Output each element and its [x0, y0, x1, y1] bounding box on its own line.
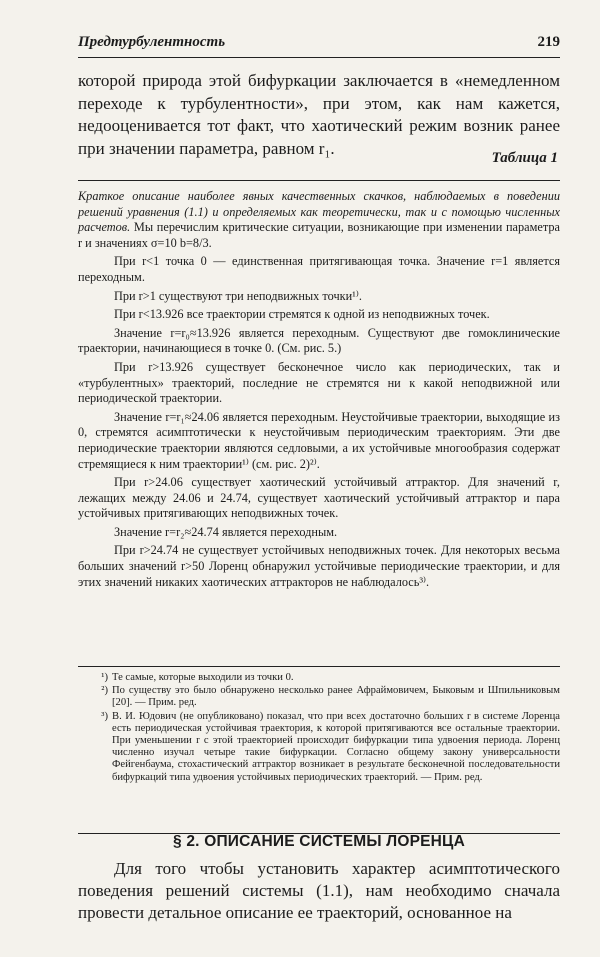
table-caption: [78, 189, 560, 251]
caption-rest: Мы перечислим критические ситуации, возникающие при изменении параметра r и значениях σ=10 b=8/3.: [78, 220, 560, 250]
table-paragraph: При r>24.06 существует хаотический устойчивый аттрактор. Для значений r, лежащих между 24.06 и 24.74, существует хаотический устойчивый аттрактор и пара устойчивых притягивающих неподвижных точек.: [78, 475, 560, 521]
footnote-marker: ³): [101, 710, 108, 722]
table-paragraph: Значение r=r₀≈13.926 является переходным. Существуют две гомоклинические траектории, начинающиеся в точке 0. (См. рис. 5.): [78, 325, 560, 356]
footnote: [78, 672, 560, 684]
footnote-text: В. И. Юдович (не опубликовано) показал, что при всех достаточно больших r в системе Лоренца есть периодическая устойчивая траектория, к которой притягиваются все остальные траектории. При уменьшении r с этой траекторией происходит бифуркации типа удвоения периода. Лоренц численно изучал четыре такие бифуркации. Согласно общему закону универсальности Фейгенбаума, стохастический аттрактор возникает в результате бесконечной последовательности бифуркаций типа удвоения устойчивых периодических траекторий. — Прим. ред.: [112, 710, 560, 783]
table-paragraph: При r>24.74 не существует устойчивых неподвижных точек. Для некоторых весьма больших значений r>50 Лоренц обнаружил устойчивые периодические траектории, и для этих значений никаких хаотических аттракторов не наблюдалось³⁾.: [78, 543, 560, 589]
caption-italic: Краткое описание наиболее явных качественных скачков, наблюдаемых в поведении решений уравнения (1.1) и определяемых как теоретически, так и с помощью численных расчетов.: [78, 189, 560, 235]
running-head: [78, 34, 560, 58]
footnotes: [78, 668, 560, 834]
footnote-text: Те самые, которые выходили из точки 0.: [112, 672, 294, 683]
table-label: Таблица 1: [491, 150, 558, 166]
footnote-marker: ¹): [101, 672, 108, 683]
table-box: [78, 180, 560, 667]
page-number: 219: [537, 34, 560, 50]
footnote-marker: ²): [101, 685, 108, 697]
table-paragraph: Значение r=r₂≈24.74 является переходным.: [114, 524, 338, 539]
closing-paragraph: Для того чтобы установить характер асимптотического поведения решений системы (1.1), нам необходимо сначала провести детальное описание ее траекторий, основанное на: [78, 859, 560, 922]
table-paragraph: При r>13.926 существует бесконечное число как периодических, так и «турбулентных» траекторий, последние не стремятся ни к какой неподвижной или периодической траектории.: [78, 359, 560, 406]
intro-paragraph: которой природа этой бифуркации заключается в «немедленном переходе к турбулентности», при этом, как нам кажется, недооценивается тот факт, что хаотический режим возник ранее при значении параметра, равном r₁.: [78, 71, 560, 158]
running-head-title: Предтурбулентность: [78, 34, 226, 50]
footnote: [78, 685, 560, 709]
table-paragraph: При r>1 существуют три неподвижных точки¹⁾.: [114, 288, 362, 303]
footnote: [78, 711, 560, 784]
table-paragraph: Значение r=r₁≈24.06 является переходным. Неустойчивые траектории, выходящие из 0, стремятся асимптотически к неустойчивым периодическим траекториям. Эти две периодические траектории являются седловыми, а их устойчивые многообразия содержат стремящиеся к ним траектории¹⁾ (см. рис. 2)²⁾.: [78, 409, 560, 471]
table-paragraph: При r<13.926 все траектории стремятся к одной из неподвижных точек.: [114, 307, 490, 322]
table-paragraph: При r<1 точка 0 — единственная притягивающая точка. Значение r=1 является переходным.: [78, 254, 560, 284]
section-title: § 2. ОПИСАНИЕ СИСТЕМЫ ЛОРЕНЦА: [173, 833, 465, 850]
footnote-text: По существу это было обнаружено несколько ранее Афраймовичем, Быковым и Шпильниковым [20]. — Прим. ред.: [112, 685, 560, 709]
